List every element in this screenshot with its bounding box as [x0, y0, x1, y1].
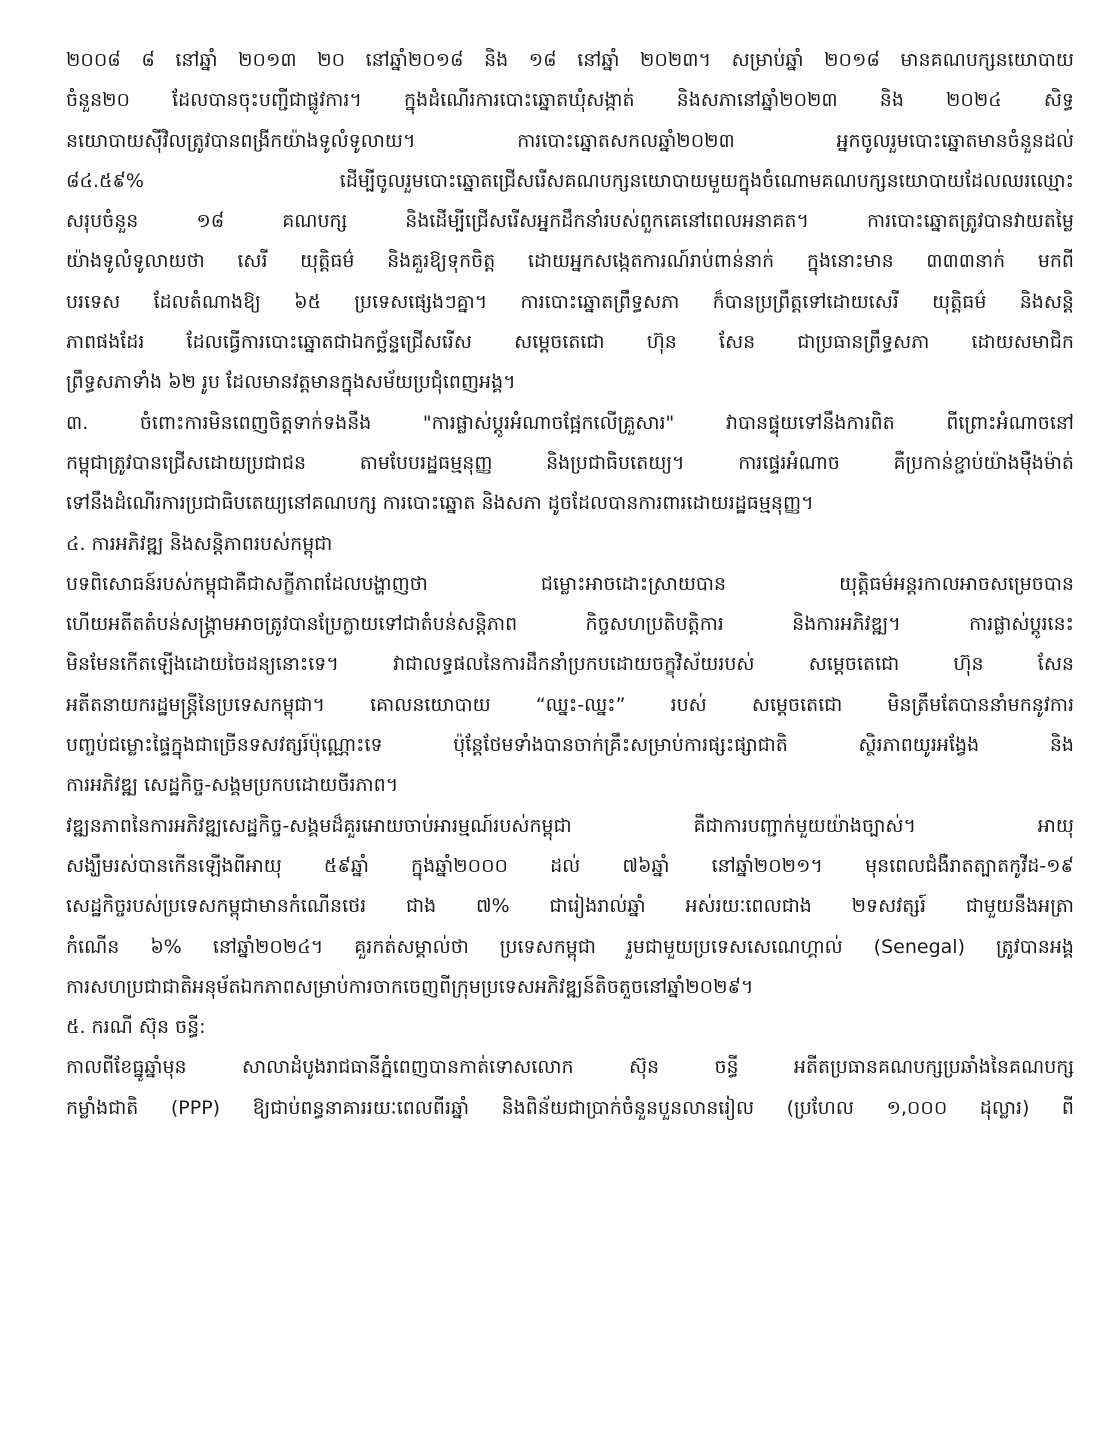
text-line: ហើយអតីតតំបន់សង្គ្រាមអាចត្រូវបានប្រែក្លាយទៅជាតំបន់សន្តិភាព កិច្ចសហប្រតិបត្តិការ និងការអភិវឌ្ឍ។ ការផ្លាស់ប្តូរនេះ: [66, 613, 1074, 636]
text-line: បទពិសោធន៍របស់កម្ពុជាគឺជាសក្ខីភាពដែលបង្ហាញថា ជម្លោះអាចដោះស្រាយបាន យុត្តិធម៌អន្តរកាលអាចសម្រេចបាន: [66, 572, 1074, 595]
text-line: សង្ឃឹមរស់បានកើនឡើងពីអាយុ ៥៩ឆ្នាំ ក្នុងឆ្នាំ២០០០ ដល់ ៧៦ឆ្នាំ នៅឆ្នាំ២០២១។ មុនពេលជំងឺរាតត្បាតកូវីដ-១៩: [66, 854, 1074, 877]
text-line: នយោបាយស៊ីវិលត្រូវបានពង្រីកយ៉ាងទូលំទូលាយ។ ការបោះឆ្នោតសកលឆ្នាំ២០២៣ អ្នកចូលរួមបោះឆ្នោតមានចំនួនដល់: [66, 129, 1074, 152]
text-line: កាលពីខែធ្នូឆ្នាំមុន សាលាដំបូងរាជធានីភ្នំពេញបានកាត់ទោសលោក ស៊ុន ចន្ធី អតីតប្រធានគណបក្សប្រឆាំងនៃគណបក្ស: [66, 1056, 1074, 1079]
text-line: ៣. ចំពោះការមិនពេញចិត្តទាក់ទងនឹង "ការផ្លាស់ប្តូរអំណាចផ្អែកលើគ្រួសារ" វាបានផ្ទុយទៅនឹងការពិត ពីព្រោះអំណាចនៅ: [66, 411, 1074, 434]
text-line: មិនមែនកើតឡើងដោយចៃដន្យនោះទេ។ វាជាលទ្ធផលនៃការដឹកនាំប្រកបដោយចក្ខុវិស័យរបស់ សម្តេចតេជោ ហ៊ុន សែន: [66, 653, 1074, 676]
text-line: ការសហប្រជាជាតិអនុម័តឯកភាពសម្រាប់ការចាកចេញពីក្រុមប្រទេសអភិវឌ្ឍន៍តិចតួចនៅឆ្នាំ២០២៩។: [66, 975, 754, 998]
text-line: កម្ពុជាត្រូវបានជ្រើសដោយប្រជាជន តាមបែបរដ្ឋធម្មនុញ្ញ និងប្រជាធិបតេយ្យ។ ការផ្ទេរអំណាច គឺប្រកាន់ខ្ជាប់យ៉ាងម៉ឺងម៉ាត់: [66, 451, 1074, 474]
text-line: បញ្ចប់ជម្លោះផ្ទៃក្នុងជាច្រើនទសវត្សរ៍ប៉ុណ្ណោះទេ ប៉ុន្តែថែមទាំងបានចាក់គ្រឹះសម្រាប់ការផ្សះផ្សាជាតិ ស្ថិរភាពយូរអង្វែង និង: [66, 734, 1074, 757]
text-line: សរុបចំនួន ១៨ គណបក្ស និងដើម្បីជ្រើសរើសអ្នកដឹកនាំរបស់ពួកគេនៅពេលអនាគត។ ការបោះឆ្នោតត្រូវបានវាយតម្លៃ: [66, 210, 1074, 233]
text-line: សេដ្ឋកិច្ចរបស់ប្រទេសកម្ពុជាមានកំណើនថេរ ជាង ៧% ជារៀងរាល់ឆ្នាំ អស់រយៈពេលជាង ២ទសវត្សរ៍ ជាមួយនឹងអត្រា: [66, 895, 1074, 918]
text-line: ២០០៨ ៨ នៅឆ្នាំ ២០១៣ ២០ នៅឆ្នាំ២០១៨ និង ១៨ នៅឆ្នាំ ២០២៣។ សម្រាប់ឆ្នាំ ២០១៨ មានគណបក្សនយោបាយ: [66, 49, 1074, 71]
text-line: កំណើន ៦% នៅឆ្នាំ២០២៤។ គួរកត់សម្គាល់ថា ប្រទេសកម្ពុជា រួមជាមួយប្រទេសសេណេហ្គាល់ (Senegal) ត្រូវបានអង្គ: [66, 935, 1074, 958]
text-line: អតីតនាយករដ្ឋមន្ត្រីនៃប្រទេសកម្ពុជា។ គោលនយោបាយ “ឈ្នះ-ឈ្នះ” របស់ សម្តេចតេជោ មិនត្រឹមតែបាននាំមកនូវការ: [66, 693, 1074, 716]
text-line: ការអភិវឌ្ឍ សេដ្ឋកិច្ច-សង្គមប្រកបដោយចីរភាព។: [66, 774, 399, 797]
text-line: បរទេស ដែលតំណាងឱ្យ ៦៥ ប្រទេសផ្សេងៗគ្នា។ ការបោះឆ្នោតព្រឹទ្ធសភា ក៏បានប្រព្រឹត្តទៅដោយសេរី យុត្តិធម៌ និងសន្តិ: [66, 290, 1074, 313]
section-heading: ៥. ករណី ស៊ុន ចន្ធី:: [66, 1016, 206, 1039]
text-line: ភាពផងដែរ ដែលធ្វើការបោះឆ្នោតជាឯកច្ឆ័ន្ទជ្រើសរើស សម្តេចតេជោ ហ៊ុន សែន ជាប្រធានព្រឹទ្ធសភា ដោយសមាជិក: [66, 331, 1074, 354]
text-line: យ៉ាងទូលំទូលាយថា សេរី យុត្តិធម៌ និងគួរឱ្យទុកចិត្ត ដោយអ្នកសង្កេតការណ៍រាប់ពាន់នាក់ ក្នុងនោះមាន ៣៣៣នាក់ មកពី: [66, 250, 1074, 273]
text-line: ព្រឹទ្ធសភាទាំង ៦២ រូប ដែលមានវត្តមានក្នុងសម័យប្រជុំពេញអង្គ។: [66, 371, 516, 394]
text-line: វឌ្ឍនភាពនៃការអភិវឌ្ឍសេដ្ឋកិច្ច-សង្គមដ៏គួរអោយចាប់អារម្មណ៍របស់កម្ពុជា គឺជាការបញ្ជាក់មួយយ៉ាងច្បាស់។ អាយុ: [66, 814, 1074, 837]
section-heading: ៤. ការអភិវឌ្ឍ និងសន្តិភាពរបស់កម្ពុជា: [66, 532, 333, 555]
text-line: ៨៤.៥៩% ដើម្បីចូលរួមបោះឆ្នោតជ្រើសរើសគណបក្សនយោបាយមួយក្នុងចំណោមគណបក្សនយោបាយដែលឈរឈ្មោះ: [66, 169, 1074, 192]
text-line: ចំនួន២០ ដែលបានចុះបញ្ជីជាផ្លូវការ។ ក្នុងដំណើរការបោះឆ្នោតឃុំសង្កាត់ និងសភានៅឆ្នាំ២០២៣ និង ២០២៤ សិទ្ធ: [66, 89, 1074, 112]
text-line: កម្លាំងជាតិ (PPP) ឱ្យជាប់ពន្ធនាគាររយៈពេលពីរឆ្នាំ និងពិន័យជាប្រាក់ចំនួនបួនលានរៀល (ប្រហែល ១,០០០ ដុល្លារ) ពី: [66, 1096, 1074, 1119]
text-line: ទៅនឹងដំណើរការប្រជាធិបតេយ្យនៅគណបក្ស ការបោះឆ្នោត និងសភា ដូចដែលបានការពារដោយរដ្ឋធម្មនុញ្ញ។: [66, 492, 814, 515]
